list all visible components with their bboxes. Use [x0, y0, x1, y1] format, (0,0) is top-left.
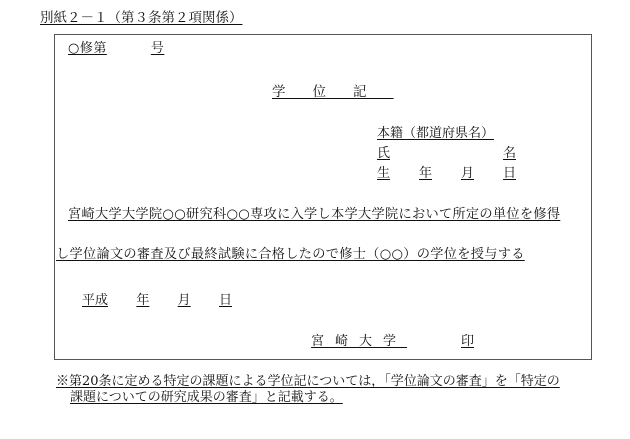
dob-day: 日	[502, 166, 516, 181]
domicile-field: 本籍（都道府県名）	[377, 126, 495, 141]
issue-date-field	[82, 293, 232, 309]
dob-label: 生	[377, 166, 391, 181]
birthdate-field	[377, 166, 516, 182]
name-right-char: 名	[502, 146, 516, 161]
serial-prefix: ○修第	[68, 41, 107, 56]
seal-mark: 印	[461, 334, 475, 349]
diploma-body-line-1: 宮崎大学大学院○○研究科○○専攻に入学し本学大学院において所定の単位を修得	[68, 207, 561, 222]
diploma-form-frame	[54, 34, 592, 360]
name-left-char: 氏	[377, 146, 391, 161]
university-name: 宮崎大学	[311, 334, 408, 349]
dob-year: 年	[418, 166, 432, 181]
date-era: 平成	[82, 293, 109, 308]
date-year: 年	[136, 293, 150, 308]
date-month: 月	[177, 293, 191, 308]
footnote-line-2: 課題についての研究成果の審査」と記載する。	[70, 390, 343, 405]
serial-number-line	[68, 41, 164, 57]
diploma-body-line-2: し学位論文の審査及び最終試験に合格したので修士（○○）の学位を授与する	[56, 247, 525, 262]
appendix-header: 別紙２－１（第３条第２項関係）	[40, 10, 243, 26]
document-title: 学位記	[272, 84, 394, 100]
serial-suffix: 号	[150, 41, 165, 56]
dob-month: 月	[460, 166, 474, 181]
name-field	[377, 146, 516, 162]
date-day: 日	[218, 293, 232, 308]
footnote-line-1: ※第20条に定める特定の課題による学位記については，「学位論文の審査」を「特定の	[56, 374, 560, 389]
